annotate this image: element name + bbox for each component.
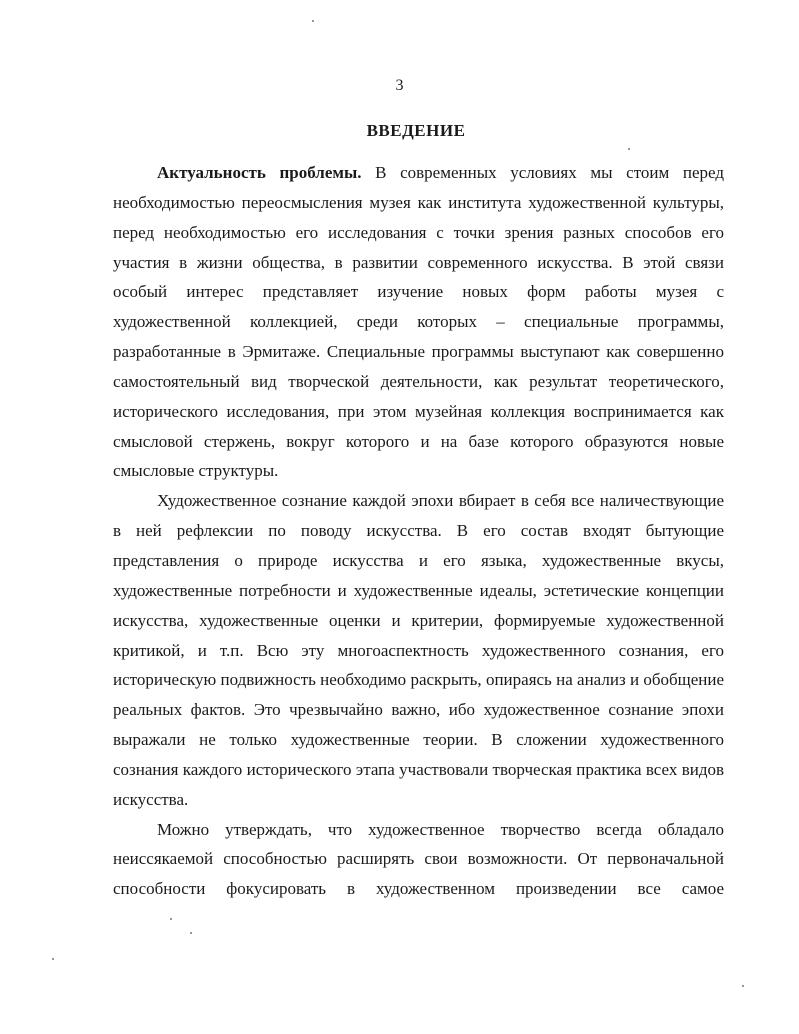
section-heading: ВВЕДЕНИЕ — [366, 121, 466, 140]
scan-speck — [312, 20, 314, 22]
paragraph-relevance — [113, 158, 724, 486]
scan-speck — [170, 918, 172, 920]
paragraph-artistic-consciousness — [113, 486, 724, 814]
page-number: 3 — [395, 77, 404, 94]
paragraph-text: В современных условиях мы стоим перед необходимостью переосмысления музея как института художественной культуры, перед необходимостью его исследования с точки зрения разных способов его участия в жизни общества, в развитии современного искусства. В этой связи особый интерес представляет изучение новых форм работы музея с художественной коллекцией, среди которых – специальные программы, разработанные в Эрмитаже. Специальные программы выступают как совершенно самостоятельный вид творческой деятельности, как результат теоретического, исторического исследования, при этом музейная коллекция воспринимается как смысловой стержень, вокруг которого и на базе которого образуются новые смысловые структуры. — [113, 163, 725, 481]
body-text — [113, 158, 724, 904]
scan-speck — [742, 985, 744, 987]
paragraph-text: Можно утверждать, что художественное творчество всегда обладало неиссякаемой способностью расширять свои возможности. От первоначальной способности фокусировать в художественном произведении все самое — [113, 819, 724, 899]
scan-speck — [628, 148, 630, 150]
scan-speck — [52, 958, 54, 960]
paragraph-text: Художественное сознание каждой эпохи вбирает в себя все наличествующие в ней рефлексии по поводу искусства. В его состав входят бытующие представления о природе искусства и его языка, художественные вкусы, художественные потребности и художественные идеалы, эстетические концепции искусства, художественные оценки и критерии, формируемые художественной критикой, и т.п. Всю эту многоаспектность художественного сознания, его историческую подвижность необходимо раскрыть, опираясь на анализ и обобщение реальных фактов. Это чрезвычайно важно, ибо художественное сознание эпохи выражали не только художественные теории. В сложении художественного сознания каждого исторического этапа участвовали творческая практика всех видов искусства. — [113, 491, 724, 809]
paragraph-artistic-creativity — [113, 815, 724, 905]
paragraph-lead: Актуальность проблемы. — [157, 163, 362, 182]
scan-speck — [190, 932, 192, 934]
